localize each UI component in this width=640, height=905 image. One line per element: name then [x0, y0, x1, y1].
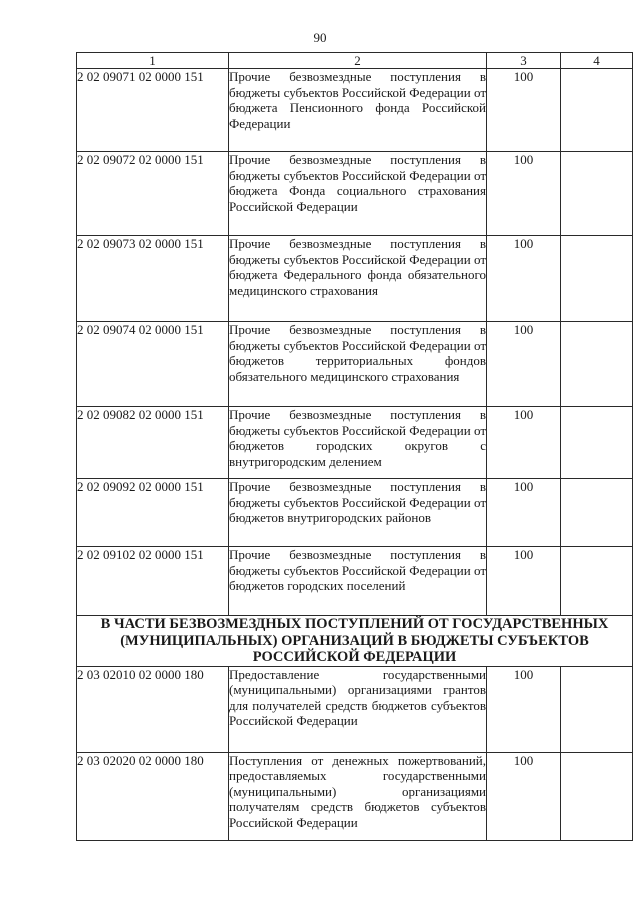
row-description: Прочие безвозмездные поступления в бюджеты субъектов Российской Федерации от бюджета Фонда социального страхования Российской Федерации	[229, 152, 487, 236]
row-amount: 100	[487, 407, 561, 479]
table-row	[77, 69, 633, 152]
row-amount: 100	[487, 479, 561, 547]
row-amount: 100	[487, 152, 561, 236]
column-header-4: 4	[561, 53, 633, 69]
row-amount: 100	[487, 236, 561, 322]
table-row	[77, 666, 633, 752]
table-row	[77, 322, 633, 407]
row-description: Прочие безвозмездные поступления в бюджеты субъектов Российской Федерации от бюджетов внутригородских районов	[229, 479, 487, 547]
budget-code: 2 02 09082 02 0000 151	[77, 407, 229, 479]
row-amount: 100	[487, 69, 561, 152]
row-col4	[561, 152, 633, 236]
budget-code: 2 02 09073 02 0000 151	[77, 236, 229, 322]
table-row	[77, 752, 633, 840]
budget-code: 2 02 09074 02 0000 151	[77, 322, 229, 407]
row-description: Прочие безвозмездные поступления в бюджеты субъектов Российской Федерации от бюджетов городских округов с внутригородским делением	[229, 407, 487, 479]
row-col4	[561, 547, 633, 616]
budget-code: 2 02 09071 02 0000 151	[77, 69, 229, 152]
row-col4	[561, 752, 633, 840]
budget-code: 2 02 09072 02 0000 151	[77, 152, 229, 236]
row-description: Прочие безвозмездные поступления в бюджеты субъектов Российской Федерации от бюджетов территориальных фондов обязательного медицинского страхования	[229, 322, 487, 407]
row-description: Поступления от денежных пожертвований, предоставляемых государственными (муниципальными) организациями получателям средств бюджетов субъектов Российской Федерации	[229, 752, 487, 840]
table-row	[77, 407, 633, 479]
row-col4	[561, 322, 633, 407]
budget-code: 2 03 02010 02 0000 180	[77, 666, 229, 752]
table-row	[77, 236, 633, 322]
row-description: Прочие безвозмездные поступления в бюджеты субъектов Российской Федерации от бюджета Пенсионного фонда Российской Федерации	[229, 69, 487, 152]
section-heading: В ЧАСТИ БЕЗВОЗМЕЗДНЫХ ПОСТУПЛЕНИЙ ОТ ГОСУДАРСТВЕННЫХ (МУНИЦИПАЛЬНЫХ) ОРГАНИЗАЦИЙ В БЮДЖЕТЫ СУБЪЕКТОВ РОССИЙСКОЙ ФЕДЕРАЦИИ	[77, 616, 633, 667]
row-col4	[561, 69, 633, 152]
row-col4	[561, 236, 633, 322]
row-amount: 100	[487, 666, 561, 752]
row-col4	[561, 666, 633, 752]
row-description: Прочие безвозмездные поступления в бюджеты субъектов Российской Федерации от бюджетов городских поселений	[229, 547, 487, 616]
table-row	[77, 547, 633, 616]
column-header-3: 3	[487, 53, 561, 69]
row-amount: 100	[487, 547, 561, 616]
page-number: 90	[313, 30, 327, 45]
budget-code: 2 02 09092 02 0000 151	[77, 479, 229, 547]
budget-table	[76, 52, 633, 841]
budget-code: 2 03 02020 02 0000 180	[77, 752, 229, 840]
table-row	[77, 152, 633, 236]
row-description: Прочие безвозмездные поступления в бюджеты субъектов Российской Федерации от бюджета Федерального фонда обязательного медицинского страхования	[229, 236, 487, 322]
column-header-1: 1	[77, 53, 229, 69]
row-col4	[561, 407, 633, 479]
row-amount: 100	[487, 752, 561, 840]
section-heading-row	[77, 616, 633, 667]
row-amount: 100	[487, 322, 561, 407]
table-row	[77, 479, 633, 547]
row-col4	[561, 479, 633, 547]
row-description: Предоставление государственными (муниципальными) организациями грантов для получателей средств бюджетов субъектов Российской Федерации	[229, 666, 487, 752]
column-header-2: 2	[229, 53, 487, 69]
budget-code: 2 02 09102 02 0000 151	[77, 547, 229, 616]
header-row	[77, 53, 633, 69]
